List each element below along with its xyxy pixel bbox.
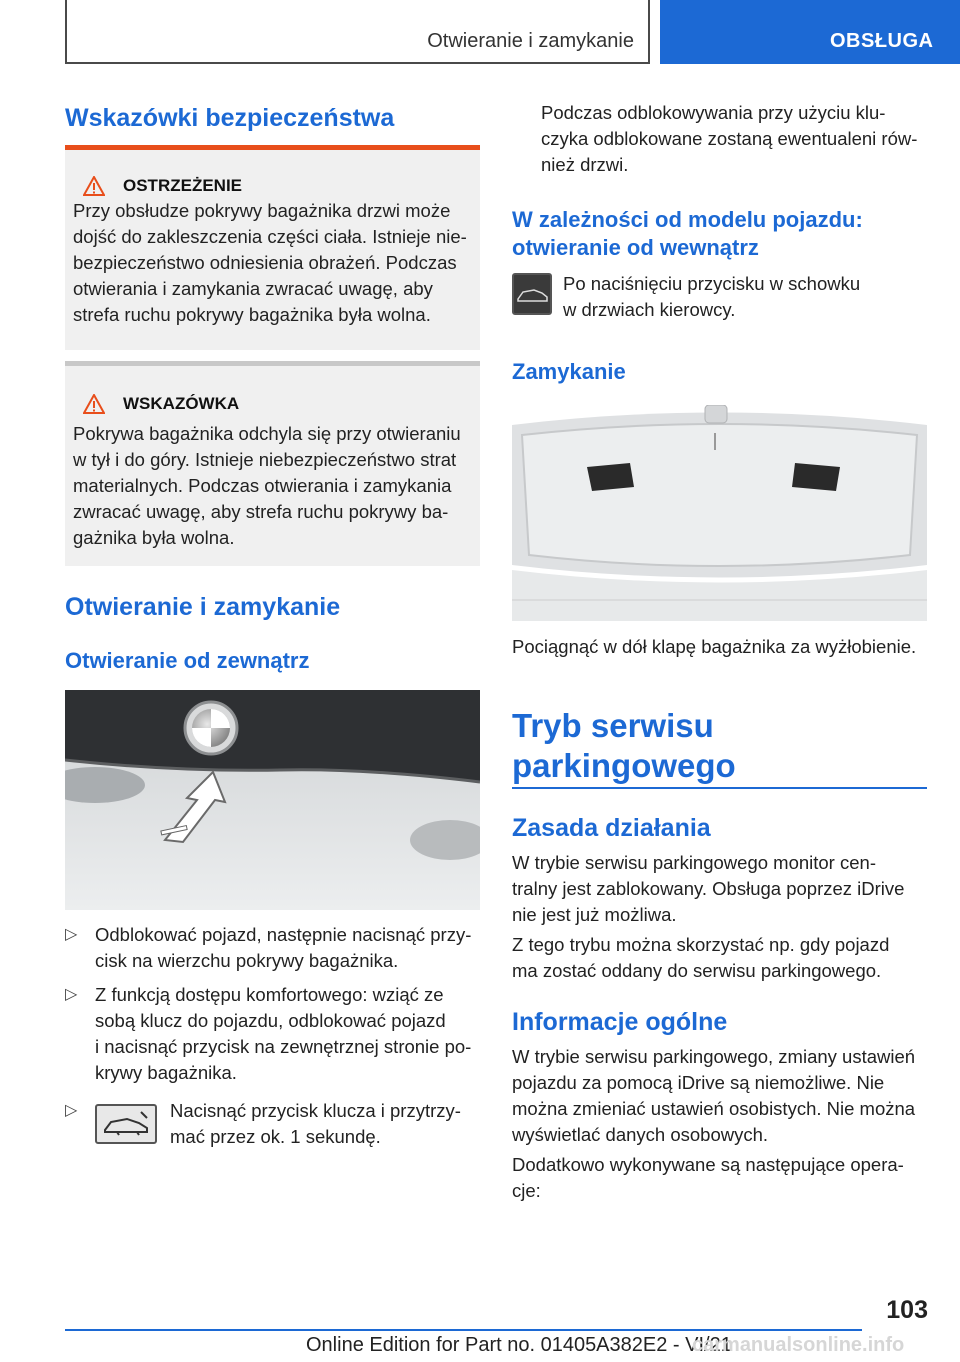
warning-box [65,145,480,350]
note-line: nież drzwi. [541,154,629,175]
notice-triangle-icon [83,394,105,414]
header-section-box [65,0,650,64]
warning-line: dojść do zakleszczenia części ciała. Istnieje nie- [73,226,467,247]
key-button-instruction [170,1098,461,1150]
warning-triangle-icon [83,176,105,196]
title-line: W zależności od modelu pojazdu: [512,207,863,232]
text-line: można zmieniać ustawień osobistych. Nie można [512,1098,916,1119]
notice-line: gażnika była wolna. [73,527,235,548]
notice-label: WSKAZÓWKA [123,394,240,413]
note-line: Podczas odblokowywania przy użyciu klu- [541,102,886,123]
outside-opening-title: Otwieranie od zewnątrz [65,648,310,673]
trunk-exterior-photo [65,690,480,910]
interior-trunk-button-icon [512,273,552,315]
section-divider [512,787,927,789]
text-line: pojazdu za pomocą iDrive są niemożliwe. Nie [512,1072,885,1093]
closing-caption: Pociągnąć w dół klapę bagażnika za wyżłobienie. [512,636,917,657]
bullet-text [95,982,480,1086]
text-line: Po naciśnięciu przycisku w schowku [563,273,861,294]
warning-label: OSTRZEŻENIE [123,176,243,195]
bullet-line: cisk na wierzchu pokrywy bagażnika. [95,950,399,971]
warning-line: otwierania i zamykania zwracać uwagę, aby [73,278,433,299]
text-line: wyświetlać danych osobowych. [512,1124,769,1145]
title-line: otwieranie od wewnątrz [512,235,759,260]
title-line: parkingowego [512,747,736,784]
text-line: ma zostać oddany do serwisu parkingowego. [512,960,882,981]
text-line: W trybie serwisu parkingowego, zmiany ustawień [512,1046,916,1067]
warning-line: strefa ruchu pokrywy bagażnika była wolna. [73,304,431,325]
page-number: 103 [886,1296,928,1324]
watermark: carmanualsonline.info [692,1334,905,1356]
header-chapter-tab[interactable] [660,0,960,64]
warning-line: bezpieczeństwo odniesienia obrażeń. Podczas [73,252,457,273]
bullet-line: krywy bagażnika. [95,1062,237,1083]
bullet-text [95,922,480,974]
principle-paragraph-1 [512,850,904,928]
bullet-triangle-icon: ▷ [65,1102,78,1119]
valet-mode-title [512,706,736,786]
bullet-triangle-icon: ▷ [65,986,78,1003]
bullet-line: Odblokować pojazd, następnie nacisnąć przy- [95,924,472,945]
text-line: cje: [512,1180,541,1201]
notice-heading [77,394,239,414]
instruction-line: mać przez ok. 1 sekundę. [170,1126,381,1147]
notice-text [73,421,470,551]
notice-line: w tył i do góry. Istnieje niebezpieczeństwo strat [73,449,457,470]
notice-line: materialnych. Podczas otwierania i zamykania [73,475,452,496]
footer-divider [65,1329,862,1331]
trunk-key-icon [95,1104,157,1144]
general-paragraph-1 [512,1044,915,1148]
header-section-title: Otwieranie i zamykanie [427,30,634,52]
text-line: w drzwiach kierowcy. [563,299,736,320]
closing-title: Zamykanie [512,359,626,384]
text-line: Z tego trybu można skorzystać np. gdy pojazd [512,934,890,955]
warning-text [73,198,470,328]
notice-line: Pokrywa bagażnika odchyla się przy otwieraniu [73,423,461,444]
inside-opening-title [512,206,863,262]
bullet-triangle-icon: ▷ [65,926,78,943]
warning-heading [77,176,242,196]
principle-title: Zasada działania [512,814,711,842]
notice-box [65,361,480,566]
text-line: nie jest już możliwa. [512,904,677,925]
trunk-interior-photo [512,405,927,621]
bullet-line: i nacisnąć przycisk na zewnętrznej stronie po- [95,1036,472,1057]
text-line: tralny jest zablokowany. Obsługa poprzez iDrive [512,878,905,899]
text-line: W trybie serwisu parkingowego monitor cen- [512,852,876,873]
key-unlock-note [541,100,917,178]
safety-title: Wskazówki bezpieczeństwa [65,104,395,132]
bullet-line: sobą klucz do pojazdu, odblokować pojazd [95,1010,446,1031]
general-paragraph-2 [512,1152,904,1204]
principle-paragraph-2 [512,932,889,984]
instruction-line: Nacisnąć przycisk klucza i przytrzy- [170,1100,461,1121]
opening-section-title: Otwieranie i zamykanie [65,593,341,621]
header-chapter-label: OBSŁUGA [830,30,934,52]
warning-line: Przy obsłudze pokrywy bagażnika drzwi może [73,200,451,221]
notice-line: zwracać uwagę, aby strefa ruchu pokrywy ba- [73,501,449,522]
general-info-title: Informacje ogólne [512,1008,728,1036]
text-line: Dodatkowo wykonywane są następujące opera- [512,1154,904,1175]
note-line: czyka odblokowane zostaną ewentualeni rów- [541,128,918,149]
footer-edition: Online Edition for Part no. 01405A382E2 - VI/21 [306,1334,732,1356]
title-line: Tryb serwisu [512,707,714,744]
inside-opening-text [563,271,860,323]
bullet-line: Z funkcją dostępu komfortowego: wziąć ze [95,984,444,1005]
